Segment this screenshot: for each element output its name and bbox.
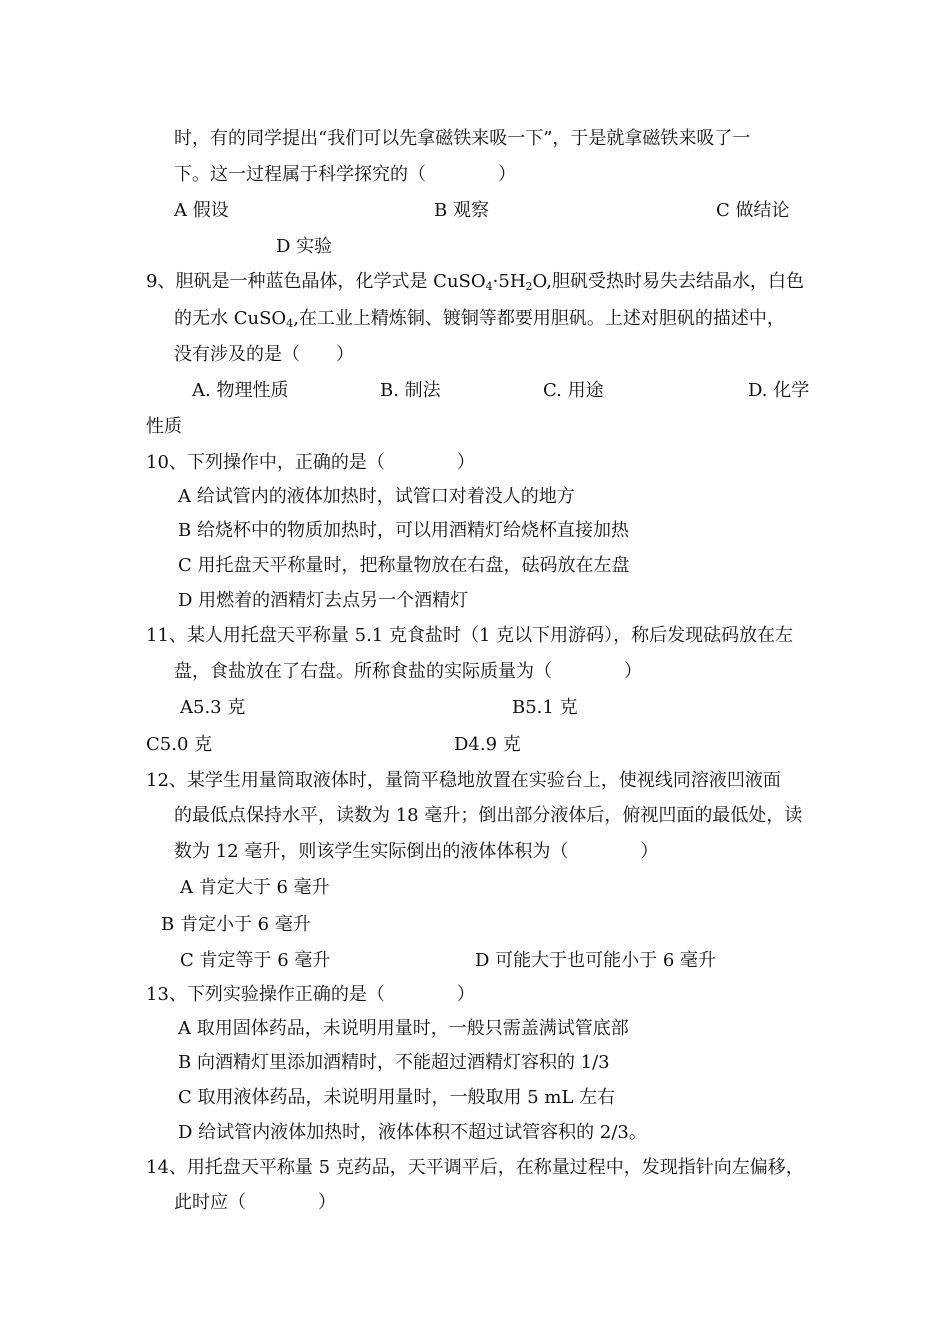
q12-stem-line-3: 数为 12 毫升，则该学生实际倒出的液体体积为（ ） bbox=[174, 841, 659, 862]
q13-option-d: D 给试管内液体加热时，液体体积不超过试管容积的 2/3。 bbox=[178, 1122, 647, 1143]
q9-option-d: D. 化学 bbox=[748, 380, 810, 401]
q12-option-a: A 肯定大于 6 毫升 bbox=[180, 877, 330, 898]
q10-option-a: A 给试管内的液体加热时，试管口对着没人的地方 bbox=[178, 486, 575, 507]
q9-stem-line-2 bbox=[174, 307, 785, 331]
q9-option-b: B. 制法 bbox=[380, 380, 441, 401]
q10-stem: 10、下列操作中，正确的是（ ） bbox=[146, 452, 475, 473]
q9-text: ,在工业上精炼铜、镀铜等都要用胆矾。上述对胆矾的描述中， bbox=[293, 308, 785, 329]
q12-option-b: B 肯定小于 6 毫升 bbox=[161, 914, 311, 935]
q9-stem-line-3: 没有涉及的是（ ） bbox=[174, 344, 354, 365]
q12-stem-line-1: 12、某学生用量筒取液体时，量筒平稳地放置在实验台上，使视线同溶液凹液面 bbox=[146, 770, 781, 791]
q9-option-a: A. 物理性质 bbox=[192, 380, 289, 401]
q13-option-c: C 取用液体药品，未说明用量时，一般取用 5 mL 左右 bbox=[178, 1087, 616, 1108]
q10-option-d: D 用燃着的酒精灯去点另一个酒精灯 bbox=[178, 590, 469, 611]
q9-text: 9、胆矾是一种蓝色晶体，化学式是 CuSO bbox=[146, 271, 486, 292]
q9-subscript: 2 bbox=[525, 280, 533, 293]
q11-option-c: C5.0 克 bbox=[146, 734, 213, 755]
q10-option-c: C 用托盘天平称量时，把称量物放在右盘，砝码放在左盘 bbox=[178, 555, 630, 576]
q8-stem-line-1: 时，有的同学提出“我们可以先拿磁铁来吸一下”，于是就拿磁铁来吸了一 bbox=[174, 128, 751, 149]
q9-option-d-continued: 性质 bbox=[146, 416, 182, 437]
q9-text: O,胆矾受热时易失去结晶水，白色 bbox=[532, 271, 804, 292]
q12-stem-line-2: 的最低点保持水平，读数为 18 毫升；倒出部分液体后，俯视凹面的最低处，读 bbox=[174, 805, 803, 826]
q9-text: ·5H bbox=[492, 271, 526, 292]
q11-stem-line-1: 11、某人用托盘天平称量 5.1 克食盐时（1 克以下用游码），称后发现砝码放在左 bbox=[146, 625, 794, 646]
q9-text: 的无水 CuSO bbox=[174, 308, 287, 329]
q11-stem-line-2: 盘，食盐放在了右盘。所称食盐的实际质量为（ ） bbox=[174, 661, 642, 682]
q13-option-a: A 取用固体药品，未说明用量时，一般只需盖满试管底部 bbox=[178, 1018, 629, 1039]
q8-option-c: C 做结论 bbox=[716, 200, 790, 221]
q11-option-a: A5.3 克 bbox=[180, 697, 246, 718]
q12-option-c: C 肯定等于 6 毫升 bbox=[180, 950, 331, 971]
q11-option-d: D4.9 克 bbox=[454, 734, 521, 755]
q8-option-d: D 实验 bbox=[276, 236, 333, 257]
q9-stem-line-1 bbox=[146, 270, 804, 294]
q14-stem-line-2: 此时应（ ） bbox=[174, 1192, 336, 1213]
q8-option-a: A 假设 bbox=[174, 200, 229, 221]
q9-option-c: C. 用途 bbox=[543, 380, 604, 401]
q8-stem-line-2: 下。这一过程属于科学探究的（ ） bbox=[174, 164, 516, 185]
q9-subscript: 4 bbox=[286, 317, 294, 330]
q14-stem-line-1: 14、用托盘天平称量 5 克药品，天平调平后，在称量过程中，发现指针向左偏移， bbox=[146, 1157, 804, 1178]
q12-option-d: D 可能大于也可能小于 6 毫升 bbox=[475, 950, 717, 971]
q13-stem: 13、下列实验操作正确的是（ ） bbox=[146, 984, 475, 1005]
q11-option-b: B5.1 克 bbox=[512, 697, 578, 718]
q9-subscript: 4 bbox=[485, 280, 493, 293]
q13-option-b: B 向酒精灯里添加酒精时，不能超过酒精灯容积的 1/3 bbox=[178, 1052, 610, 1073]
q8-option-b: B 观察 bbox=[434, 200, 489, 221]
q10-option-b: B 给烧杯中的物质加热时，可以用酒精灯给烧杯直接加热 bbox=[178, 520, 629, 541]
